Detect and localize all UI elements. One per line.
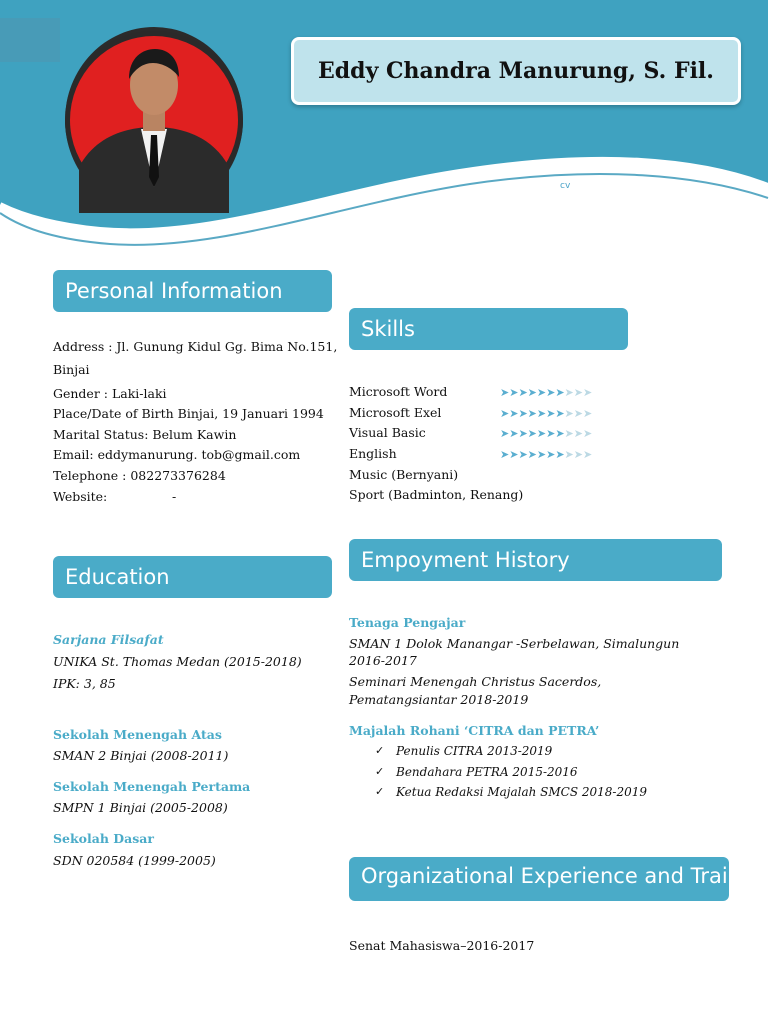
check-icon: ✓ <box>375 744 385 757</box>
rating-arrow-icon: ➤ <box>527 386 537 399</box>
rating-arrow-icon: ➤ <box>546 427 556 440</box>
rating-arrow-icon: ➤ <box>500 407 510 420</box>
rating-arrow-icon: ➤ <box>564 448 574 461</box>
website-label: Website: <box>53 489 108 504</box>
organization-heading: Organizational Experience and Training <box>349 857 729 901</box>
job-detail: 2016-2017 <box>349 653 417 668</box>
sma-heading: Sekolah Menengah Atas <box>53 727 222 742</box>
rating-arrow-icon: ➤ <box>546 448 556 461</box>
job-detail: Pematangsiantar 2018-2019 <box>349 692 529 707</box>
rating-arrow-icon: ➤ <box>573 448 583 461</box>
job-detail: Seminari Menengah Christus Sacerdos, <box>349 674 602 689</box>
job-title: Tenaga Pengajar <box>349 615 466 630</box>
rating-arrow-icon: ➤ <box>500 448 510 461</box>
rating-arrow-icon: ➤ <box>518 386 528 399</box>
skill-rating <box>500 427 592 440</box>
rating-arrow-icon: ➤ <box>518 448 528 461</box>
skill-name: English <box>349 446 397 461</box>
employment-heading: Empoyment History <box>349 539 722 581</box>
rating-arrow-icon: ➤ <box>555 427 565 440</box>
rating-arrow-icon: ➤ <box>573 407 583 420</box>
job-item: Bendahara PETRA 2015-2016 <box>396 765 578 779</box>
rating-arrow-icon: ➤ <box>509 407 519 420</box>
skill-rating <box>500 386 592 399</box>
rating-arrow-icon: ➤ <box>509 386 519 399</box>
rating-arrow-icon: ➤ <box>509 427 519 440</box>
rating-arrow-icon: ➤ <box>573 427 583 440</box>
address-line-2: Binjai <box>53 362 90 377</box>
skills-heading: Skills <box>349 308 628 350</box>
name-box <box>291 37 741 105</box>
email: Email: eddymanurung. tob@gmail.com <box>53 447 301 462</box>
profile-photo <box>65 27 243 213</box>
rating-arrow-icon: ➤ <box>564 427 574 440</box>
gender: Gender : Laki-laki <box>53 386 167 401</box>
rating-arrow-icon: ➤ <box>536 386 547 399</box>
website-value: - <box>172 489 177 504</box>
check-icon: ✓ <box>375 785 385 798</box>
organization-item: Senat Mahasiswa–2016-2017 <box>349 938 535 953</box>
personal-info-heading: Personal Information <box>53 270 332 312</box>
skill-name: Microsoft Word <box>349 384 448 399</box>
degree-ipk: IPK: 3, 85 <box>53 676 116 691</box>
rating-arrow-icon: ➤ <box>518 427 528 440</box>
rating-arrow-icon: ➤ <box>582 427 593 440</box>
job-item: Penulis CITRA 2013-2019 <box>396 744 553 758</box>
rating-arrow-icon: ➤ <box>500 427 510 440</box>
sma-school: SMAN 2 Binjai (2008-2011) <box>53 748 229 763</box>
rating-arrow-icon: ➤ <box>536 427 547 440</box>
skill-name: Visual Basic <box>349 425 426 440</box>
birth-info: Place/Date of Birth Binjai, 19 Januari 1994 <box>53 406 324 421</box>
cv-tag: cv <box>560 181 571 191</box>
rating-arrow-icon: ➤ <box>500 386 510 399</box>
address-line-1: Address : Jl. Gunung Kidul Gg. Bima No.151, <box>53 339 338 354</box>
skill-rating <box>500 448 592 461</box>
rating-arrow-icon: ➤ <box>564 386 574 399</box>
degree-heading: Sarjana Filsafat <box>53 632 164 647</box>
sd-heading: Sekolah Dasar <box>53 831 154 846</box>
skill-name: Sport (Badminton, Renang) <box>349 487 524 502</box>
rating-arrow-icon: ➤ <box>582 407 593 420</box>
skill-name: Music (Bernyani) <box>349 467 459 482</box>
degree-school: UNIKA St. Thomas Medan (2015-2018) <box>53 654 302 669</box>
sd-school: SDN 020584 (1999-2005) <box>53 853 216 868</box>
rating-arrow-icon: ➤ <box>582 448 593 461</box>
rating-arrow-icon: ➤ <box>509 448 519 461</box>
rating-arrow-icon: ➤ <box>573 386 583 399</box>
rating-arrow-icon: ➤ <box>546 407 556 420</box>
education-heading: Education <box>53 556 332 598</box>
rating-arrow-icon: ➤ <box>527 448 537 461</box>
marital-status: Marital Status: Belum Kawin <box>53 427 237 442</box>
person-name: Eddy Chandra Manurung, S. Fil. <box>318 58 714 84</box>
skill-name: Microsoft Exel <box>349 405 442 420</box>
rating-arrow-icon: ➤ <box>555 448 565 461</box>
job-detail: SMAN 1 Dolok Manangar -Serbelawan, Simalungun <box>349 636 680 651</box>
rating-arrow-icon: ➤ <box>536 407 547 420</box>
rating-arrow-icon: ➤ <box>527 407 537 420</box>
job-item: Ketua Redaksi Majalah SMCS 2018-2019 <box>396 785 648 799</box>
telephone: Telephone : 082273376284 <box>53 468 226 483</box>
rating-arrow-icon: ➤ <box>564 407 574 420</box>
rating-arrow-icon: ➤ <box>518 407 528 420</box>
smp-heading: Sekolah Menengah Pertama <box>53 779 251 794</box>
job-title: Majalah Rohani ‘CITRA dan PETRA’ <box>349 723 600 738</box>
rating-arrow-icon: ➤ <box>546 386 556 399</box>
check-icon: ✓ <box>375 765 385 778</box>
skill-rating <box>500 407 592 420</box>
rating-arrow-icon: ➤ <box>555 386 565 399</box>
rating-arrow-icon: ➤ <box>536 448 547 461</box>
smp-school: SMPN 1 Binjai (2005-2008) <box>53 800 228 815</box>
rating-arrow-icon: ➤ <box>582 386 593 399</box>
rating-arrow-icon: ➤ <box>555 407 565 420</box>
rating-arrow-icon: ➤ <box>527 427 537 440</box>
